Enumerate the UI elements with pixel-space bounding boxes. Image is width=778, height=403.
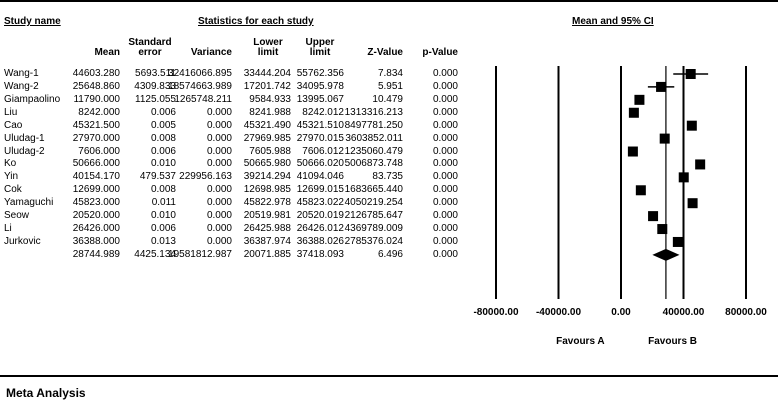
cell-p: 0.000 xyxy=(432,68,458,79)
cell-var: 18574663.989 xyxy=(168,80,232,92)
cell-z: 6.496 xyxy=(377,248,403,260)
favours-b-label: Favours B xyxy=(648,336,698,347)
cell-var: 0.000 xyxy=(206,210,232,222)
cell-study: Uludag-1 xyxy=(4,132,45,144)
cell-study: Cok xyxy=(4,184,22,196)
cell-var: 0.000 xyxy=(206,235,232,247)
cell-z: 8497781.250 xyxy=(344,119,403,131)
cell-var: 0.000 xyxy=(206,197,232,209)
cell-p: 0.000 xyxy=(432,248,458,260)
tick-label: 80000.00 xyxy=(725,307,767,318)
study-marker xyxy=(636,185,646,195)
cell-p: 0.000 xyxy=(432,210,458,222)
cell-se: 0.006 xyxy=(150,145,176,157)
cell-lower: 9584.933 xyxy=(249,93,291,105)
cell-p: 0.000 xyxy=(432,158,458,170)
cell-p: 0.000 xyxy=(432,145,458,157)
cell-study: Liu xyxy=(4,106,18,118)
cell-mean: 28744.989 xyxy=(72,248,120,260)
cell-p: 0.000 xyxy=(432,197,458,209)
cell-upper: 55762.356 xyxy=(296,68,344,79)
cell-p: 0.000 xyxy=(432,80,458,92)
cell-z: 4369789.009 xyxy=(344,223,403,235)
cell-mean: 26426.000 xyxy=(72,223,120,235)
cell-z: 5006873.748 xyxy=(344,158,403,170)
cell-se: 1125.055 xyxy=(135,93,176,105)
cell-study: Cao xyxy=(4,119,23,131)
cell-study: Ko xyxy=(4,158,17,170)
cell-mean: 44603.280 xyxy=(72,68,120,79)
bottom-rule xyxy=(0,375,778,377)
study-marker xyxy=(695,159,705,169)
cell-study: Jurkovic xyxy=(4,235,41,247)
cell-upper: 50666.020 xyxy=(296,158,344,170)
study-marker xyxy=(679,172,689,182)
cell-study: Wang-1 xyxy=(4,68,39,79)
cell-upper: 13995.067 xyxy=(296,93,344,105)
cell-se: 0.008 xyxy=(150,132,176,144)
cell-lower: 7605.988 xyxy=(249,145,291,157)
cell-mean: 7606.000 xyxy=(78,145,120,157)
cell-se: 0.008 xyxy=(150,184,176,196)
cell-lower: 36387.974 xyxy=(243,235,291,247)
cell-lower: 27969.985 xyxy=(243,132,291,144)
cell-mean: 45321.500 xyxy=(72,119,120,131)
cell-p: 0.000 xyxy=(432,223,458,235)
cell-var: 0.000 xyxy=(206,184,232,196)
cell-z: 10.479 xyxy=(372,93,403,105)
statistics-header: Statistics for each study xyxy=(198,16,314,27)
cell-lower: 20071.885 xyxy=(243,248,291,260)
cell-upper: 41094.046 xyxy=(296,171,344,183)
cell-z: 2126785.647 xyxy=(344,210,403,222)
cell-mean: 40154.170 xyxy=(72,171,120,183)
tick-label: 40000.00 xyxy=(662,307,705,318)
cell-se: 4425.134 xyxy=(134,248,176,260)
study-marker xyxy=(660,134,670,144)
cell-p: 0.000 xyxy=(432,106,458,118)
cell-study: Wang-2 xyxy=(4,80,39,92)
cell-se: 479.537 xyxy=(139,171,176,183)
cell-lower: 39214.294 xyxy=(243,171,291,183)
col-header-variance: Variance xyxy=(190,47,232,58)
cell-p: 0.000 xyxy=(432,132,458,144)
cell-upper: 37418.093 xyxy=(296,248,344,260)
cell-p: 0.000 xyxy=(432,119,458,131)
cell-var: 32416066.895 xyxy=(168,68,232,79)
cell-upper: 20520.019 xyxy=(296,210,344,222)
cell-se: 0.006 xyxy=(150,106,176,118)
study-marker xyxy=(686,69,696,79)
cell-upper: 45321.510 xyxy=(296,119,344,131)
cell-z: 2785376.024 xyxy=(344,235,403,247)
col-header-upper-limit: Upper limit xyxy=(305,37,335,58)
study-name-header: Study name xyxy=(4,16,61,27)
cell-mean: 12699.000 xyxy=(72,184,120,196)
study-marker xyxy=(628,147,638,157)
cell-var: 0.000 xyxy=(206,119,232,131)
cell-z: 5.951 xyxy=(377,80,403,92)
tick-label: 0.00 xyxy=(611,307,631,318)
cell-lower: 45822.978 xyxy=(243,197,291,209)
cell-upper: 7606.012 xyxy=(302,145,344,157)
cell-z: 1313316.213 xyxy=(344,106,403,118)
cell-mean: 45823.000 xyxy=(72,197,120,209)
col-header-z-value: Z-Value xyxy=(367,47,403,58)
col-header-lower-limit: Lower limit xyxy=(253,37,283,58)
cell-p: 0.000 xyxy=(432,184,458,196)
cell-mean: 11790.000 xyxy=(73,93,120,105)
tick-label: -80000.00 xyxy=(473,307,519,318)
cell-lower: 26425.988 xyxy=(243,223,291,235)
cell-var: 19581812.987 xyxy=(168,248,232,260)
cell-lower: 33444.204 xyxy=(243,68,291,79)
cell-var: 0.000 xyxy=(206,132,232,144)
cell-var: 0.000 xyxy=(206,145,232,157)
mean-ci-header: Mean and 95% CI xyxy=(572,16,654,27)
cell-se: 0.010 xyxy=(150,158,176,170)
cell-mean: 25648.860 xyxy=(72,80,120,92)
cell-upper: 36388.026 xyxy=(296,235,344,247)
cell-p: 0.000 xyxy=(432,235,458,247)
cell-mean: 36388.000 xyxy=(72,235,120,247)
cell-mean: 20520.000 xyxy=(72,210,120,222)
cell-var: 0.000 xyxy=(206,158,232,170)
cell-study: Giampaolino xyxy=(4,93,61,105)
cell-var: 1265748.211 xyxy=(174,93,232,105)
cell-z: 1683665.440 xyxy=(344,184,403,196)
cell-study: Li xyxy=(4,223,12,235)
cell-mean: 8242.000 xyxy=(78,106,120,118)
study-marker xyxy=(629,108,639,118)
cell-se: 0.013 xyxy=(150,235,176,247)
cell-z: 7.834 xyxy=(377,68,403,79)
cell-upper: 8242.012 xyxy=(302,106,344,118)
cell-var: 229956.163 xyxy=(179,171,232,183)
cell-lower: 17201.742 xyxy=(243,80,291,92)
cell-se: 5693.511 xyxy=(135,68,176,79)
cell-upper: 45823.022 xyxy=(296,197,344,209)
cell-var: 0.000 xyxy=(206,223,232,235)
cell-se: 0.006 xyxy=(150,223,176,235)
cell-se: 0.011 xyxy=(151,197,176,209)
tick-label: -40000.00 xyxy=(535,307,582,318)
cell-upper: 34095.978 xyxy=(296,80,344,92)
study-marker xyxy=(673,237,683,247)
cell-z: 3603852.011 xyxy=(345,132,403,144)
study-marker xyxy=(656,82,666,92)
cell-upper: 27970.015 xyxy=(296,132,344,144)
favours-a-label: Favours A xyxy=(556,336,605,347)
cell-upper: 12699.015 xyxy=(296,184,344,196)
summary-diamond xyxy=(652,249,679,261)
cell-z: 83.735 xyxy=(372,171,403,183)
cell-mean: 27970.000 xyxy=(72,132,120,144)
cell-study: Seow xyxy=(4,210,30,222)
study-marker xyxy=(634,95,644,105)
study-marker xyxy=(657,224,667,234)
footer-title: Meta Analysis xyxy=(6,386,86,400)
cell-se: 0.005 xyxy=(150,119,176,131)
cell-study: Yamaguchi xyxy=(4,197,54,209)
study-marker xyxy=(687,121,697,131)
cell-lower: 50665.980 xyxy=(243,158,291,170)
col-header-p-value: p-Value xyxy=(422,47,458,58)
col-header-std-error: Standard error xyxy=(128,37,172,58)
cell-study: Uludag-2 xyxy=(4,145,45,157)
cell-mean: 50666.000 xyxy=(72,158,120,170)
study-marker xyxy=(648,211,658,221)
cell-se: 4309.833 xyxy=(134,80,176,92)
study-marker xyxy=(688,198,698,208)
cell-z: 1235060.479 xyxy=(344,145,403,157)
cell-p: 0.000 xyxy=(432,171,458,183)
cell-z: 4050219.254 xyxy=(344,197,403,209)
col-header-mean: Mean xyxy=(94,47,120,58)
cell-p: 0.000 xyxy=(432,93,458,105)
cell-upper: 26426.012 xyxy=(296,223,344,235)
cell-lower: 8241.988 xyxy=(249,106,291,118)
cell-se: 0.010 xyxy=(150,210,176,222)
cell-lower: 45321.490 xyxy=(243,119,291,131)
cell-study: Yin xyxy=(4,171,19,183)
cell-lower: 12698.985 xyxy=(243,184,291,196)
cell-var: 0.000 xyxy=(206,106,232,118)
cell-lower: 20519.981 xyxy=(243,210,291,222)
